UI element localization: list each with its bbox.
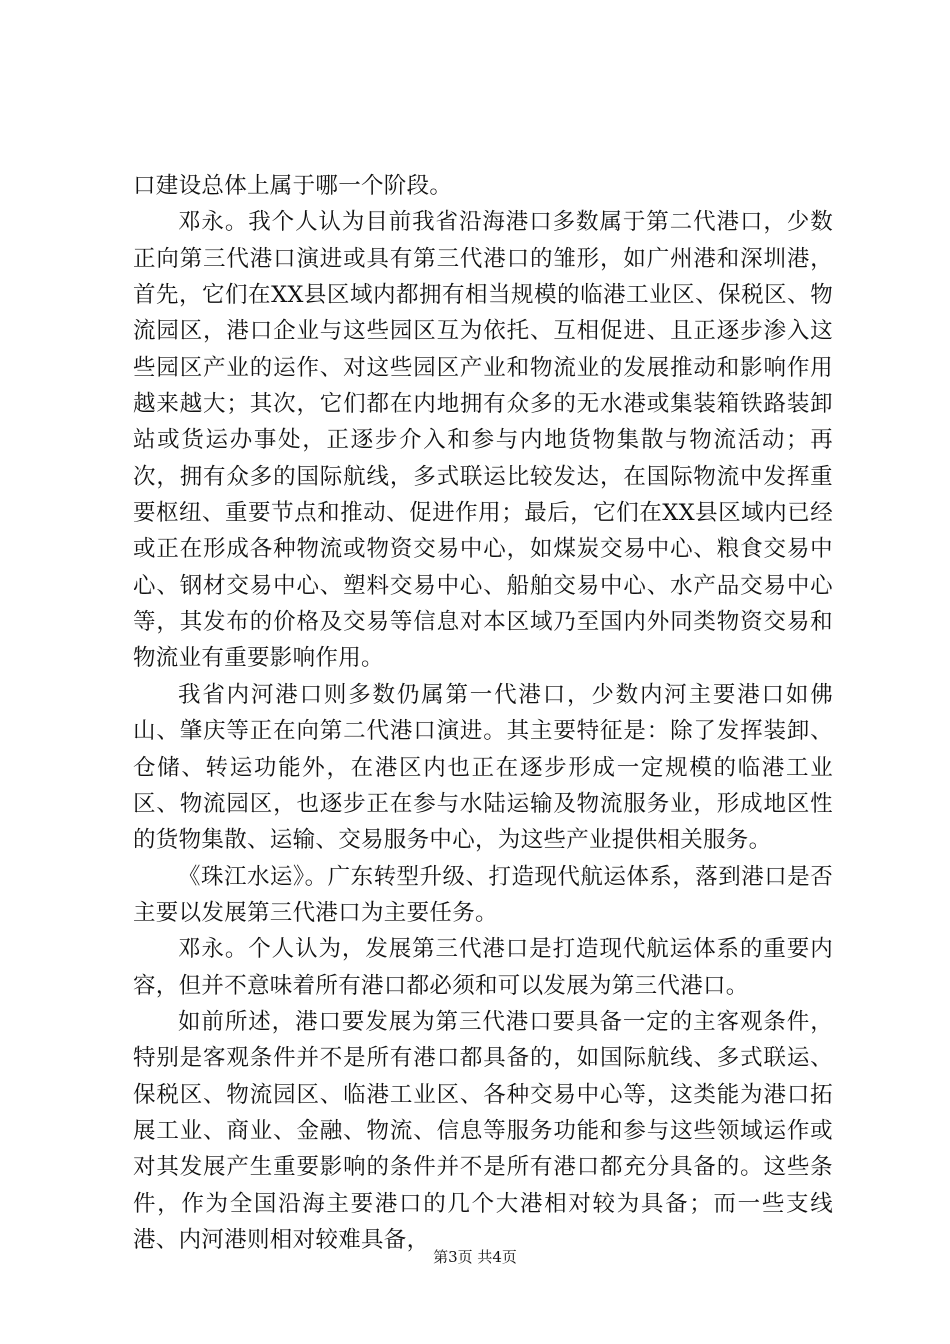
paragraph: 如前所述，港口要发展为第三代港口要具备一定的主客观条件，特别是客观条件并不是所有港口都具备的，如国际航线、多式联运、保税区、物流园区、临港工业区、各种交易中心等，这类能为港口拓展工业、商业、金融、物流、信息等服务功能和参与这些领域运作或对其发展产生重要影响的条件并不是所有港口都充分具备的。这些条件，作为全国沿海主要港口的几个大港相对较为具备；而一些支线港、内河港则相对较难具备， (133, 1008, 833, 1253)
paragraph: 我省内河港口则多数仍属第一代港口，少数内河主要港口如佛山、肇庆等正在向第二代港口演进。其主要特征是：除了发挥装卸、仓储、转运功能外，在港区内也正在逐步形成一定规模的临港工业区、物流园区，也逐步正在参与水陆运输及物流服务业，形成地区性的货物集散、运输、交易服务中心，为这些产业提供相关服务。 (133, 681, 833, 854)
paragraph: 邓永。我个人认为目前我省沿海港口多数属于第二代港口，少数正向第三代港口演进或具有第三代港口的雏形，如广州港和深圳港，首先，它们在XX县区域内都拥有相当规模的临港工业区、保税区、物流园区，港口企业与这些园区互为依托、互相促进、且正逐步渗入这些园区产业的运作、对这些园区产业和物流业的发展推动和影响作用越来越大；其次，它们都在内地拥有众多的无水港或集装箱铁路装卸站或货运办事处，正逐步介入和参与内地货物集散与物流活动；再次，拥有众多的国际航线，多式联运比较发达，在国际物流中发挥重要枢纽、重要节点和推动、促进作用；最后，它们在XX县区域内已经或正在形成各种物流或物资交易中心，如煤炭交易中心、粮食交易中心、钢材交易中心、塑料交易中心、船舶交易中心、水产品交易中心等，其发布的价格及交易等信息对本区域乃至国内外同类物资交易和物流业有重要影响作用。 (133, 209, 833, 672)
page-number-footer: 第3页 共4页 (433, 1248, 517, 1266)
document-body (133, 168, 833, 1258)
paragraph: 邓永。个人认为，发展第三代港口是打造现代航运体系的重要内容，但并不意味着所有港口都必须和可以发展为第三代港口。 (133, 936, 833, 999)
paragraph-continued: 口建设总体上属于哪一个阶段。 (133, 173, 453, 199)
paragraph: 《珠江水运》。广东转型升级、打造现代航运体系，落到港口是否主要以发展第三代港口为主要任务。 (133, 863, 833, 926)
